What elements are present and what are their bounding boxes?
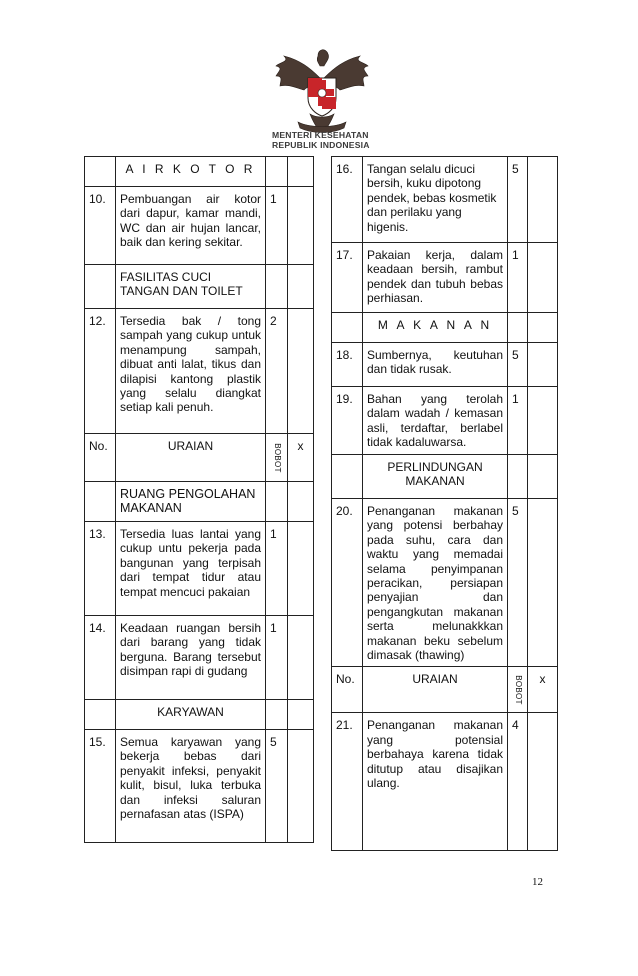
- cell-x: [528, 455, 558, 499]
- header-bobot-label: BOBOT: [513, 675, 523, 705]
- row-number: 15.: [85, 730, 116, 843]
- cell-bobot: [266, 157, 288, 187]
- cell-x: [288, 730, 314, 843]
- row-number: 16.: [332, 157, 363, 243]
- section-heading-perlindungan: PERLINDUNGAN MAKANAN: [363, 455, 508, 499]
- header-uraian: URAIAN: [116, 434, 266, 482]
- table-row: [332, 713, 558, 851]
- row-number: 19.: [332, 387, 363, 455]
- section-heading-karyawan: KARYAWAN: [116, 700, 266, 730]
- row-bobot: 1: [508, 387, 528, 455]
- row-number: 20.: [332, 499, 363, 667]
- cell-bobot: [508, 455, 528, 499]
- cell-no: [85, 700, 116, 730]
- table-row: [85, 265, 314, 309]
- header-uraian: URAIAN: [363, 667, 508, 713]
- table-row: [85, 730, 314, 843]
- table-row: [85, 309, 314, 434]
- row-bobot: 1: [266, 187, 288, 265]
- cell-bobot: [508, 313, 528, 343]
- header-x: x: [528, 667, 558, 713]
- row-bobot: 1: [266, 616, 288, 700]
- row-number: 12.: [85, 309, 116, 434]
- cell-bobot: [266, 482, 288, 522]
- header-no: No.: [85, 434, 116, 482]
- header-bobot: [508, 667, 528, 713]
- row-bobot: 5: [508, 499, 528, 667]
- cell-x: [528, 157, 558, 243]
- cell-x: [288, 700, 314, 730]
- cell-x: [528, 387, 558, 455]
- cell-x: [288, 522, 314, 616]
- garuda-emblem-icon: [270, 38, 374, 138]
- row-description: Keadaan ruangan bersih dari barang yang tidak berguna. Barang tersebut disimpan rapi di gudang: [116, 616, 266, 700]
- header-bobot: [266, 434, 288, 482]
- row-bobot: 5: [508, 343, 528, 387]
- cell-bobot: [266, 700, 288, 730]
- row-bobot: 5: [266, 730, 288, 843]
- cell-x: [528, 343, 558, 387]
- row-number: 13.: [85, 522, 116, 616]
- table-row: [332, 455, 558, 499]
- row-number: 21.: [332, 713, 363, 851]
- row-description: Pakaian kerja, dalam keadaan bersih, rambut pendek dan tubuh bebas perhiasan.: [363, 243, 508, 313]
- header-no: No.: [332, 667, 363, 713]
- cell-x: [528, 313, 558, 343]
- cell-x: [288, 309, 314, 434]
- row-description: Sumbernya, keutuhan dan tidak rusak.: [363, 343, 508, 387]
- row-bobot: 2: [266, 309, 288, 434]
- row-description: Tersedia bak / tong sampah yang cukup untuk menampung sampah, dibuat anti lalat, tikus dan dilapisi kantong plastik yang selalu diangkat setiap kali penuh.: [116, 309, 266, 434]
- section-heading-ruang: RUANG PENGOLAHAN MAKANAN: [116, 482, 266, 522]
- row-description: Penanganan makanan yang potensial berbahaya karena tidak ditutup atau disajikan ulang.: [363, 713, 508, 851]
- row-number: 17.: [332, 243, 363, 313]
- row-bobot: 4: [508, 713, 528, 851]
- table-header-row: [332, 667, 558, 713]
- table-row: [332, 243, 558, 313]
- row-number: 14.: [85, 616, 116, 700]
- page-number: 12: [532, 876, 543, 888]
- agency-line-1: MENTERI KESEHATAN: [272, 130, 369, 140]
- row-description: Penanganan makanan yang potensi berbahay pada suhu, cara dan waktu yang memadai selama penyimpanan peracikan, persiapan penyajian dan pengangkutan makanan serta melunakkkan makanan beku sebelum dimasak (thawing): [363, 499, 508, 667]
- cell-x: [528, 713, 558, 851]
- row-bobot: 1: [266, 522, 288, 616]
- header-bobot-label: BOBOT: [272, 442, 282, 473]
- row-description: Pembuangan air kotor dari dapur, kamar mandi, WC dan air hujan lancar, baik dan kering sekitar.: [116, 187, 266, 265]
- cell-no: [85, 265, 116, 309]
- cell-x: [528, 499, 558, 667]
- row-bobot: 5: [508, 157, 528, 243]
- agency-line-2: REPUBLIK INDONESIA: [272, 140, 370, 150]
- cell-x: [288, 187, 314, 265]
- table-row: [85, 482, 314, 522]
- cell-x: [288, 616, 314, 700]
- table-row: [332, 157, 558, 243]
- agency-name: [272, 130, 472, 150]
- cell-x: [528, 243, 558, 313]
- table-row: [332, 387, 558, 455]
- table-row: [85, 522, 314, 616]
- table-row: [332, 499, 558, 667]
- row-bobot: 1: [508, 243, 528, 313]
- cell-x: [288, 265, 314, 309]
- table-row: [85, 187, 314, 265]
- cell-x: [288, 157, 314, 187]
- cell-bobot: [266, 265, 288, 309]
- row-number: 10.: [85, 187, 116, 265]
- row-description: Tangan selalu dicuci bersih, kuku dipotong pendek, bebas kosmetik dan perilaku yang higenis.: [363, 157, 508, 243]
- row-description: Semua karyawan yang bekerja bebas dari penyakit infeksi, penyakit kulit, bisul, luka terbuka dan infeksi saluran pernafasan atas (ISPA): [116, 730, 266, 843]
- section-heading-air-kotor: A I R K O T O R: [116, 157, 266, 187]
- table-row: [85, 616, 314, 700]
- section-heading-fasilitas: FASILITAS CUCI TANGAN DAN TOILET: [116, 265, 266, 309]
- left-checklist-table: [84, 156, 314, 843]
- right-checklist-table: [331, 156, 558, 851]
- cell-no: [332, 455, 363, 499]
- cell-no: [85, 157, 116, 187]
- table-row: [332, 343, 558, 387]
- table-header-row: [85, 434, 314, 482]
- cell-no: [85, 482, 116, 522]
- row-number: 18.: [332, 343, 363, 387]
- cell-x: [288, 482, 314, 522]
- table-row: [85, 157, 314, 187]
- header-x: x: [288, 434, 314, 482]
- table-row: [332, 313, 558, 343]
- table-row: [85, 700, 314, 730]
- row-description: Bahan yang terolah dalam wadah / kemasan asli, terdaftar, berlabel tidak kadaluwarsa.: [363, 387, 508, 455]
- section-heading-makanan: M A K A N A N: [363, 313, 508, 343]
- row-description: Tersedia luas lantai yang cukup untu pekerja pada bangunan yang terpisah dari tempat tidur atau tempat mencuci pakaian: [116, 522, 266, 616]
- cell-no: [332, 313, 363, 343]
